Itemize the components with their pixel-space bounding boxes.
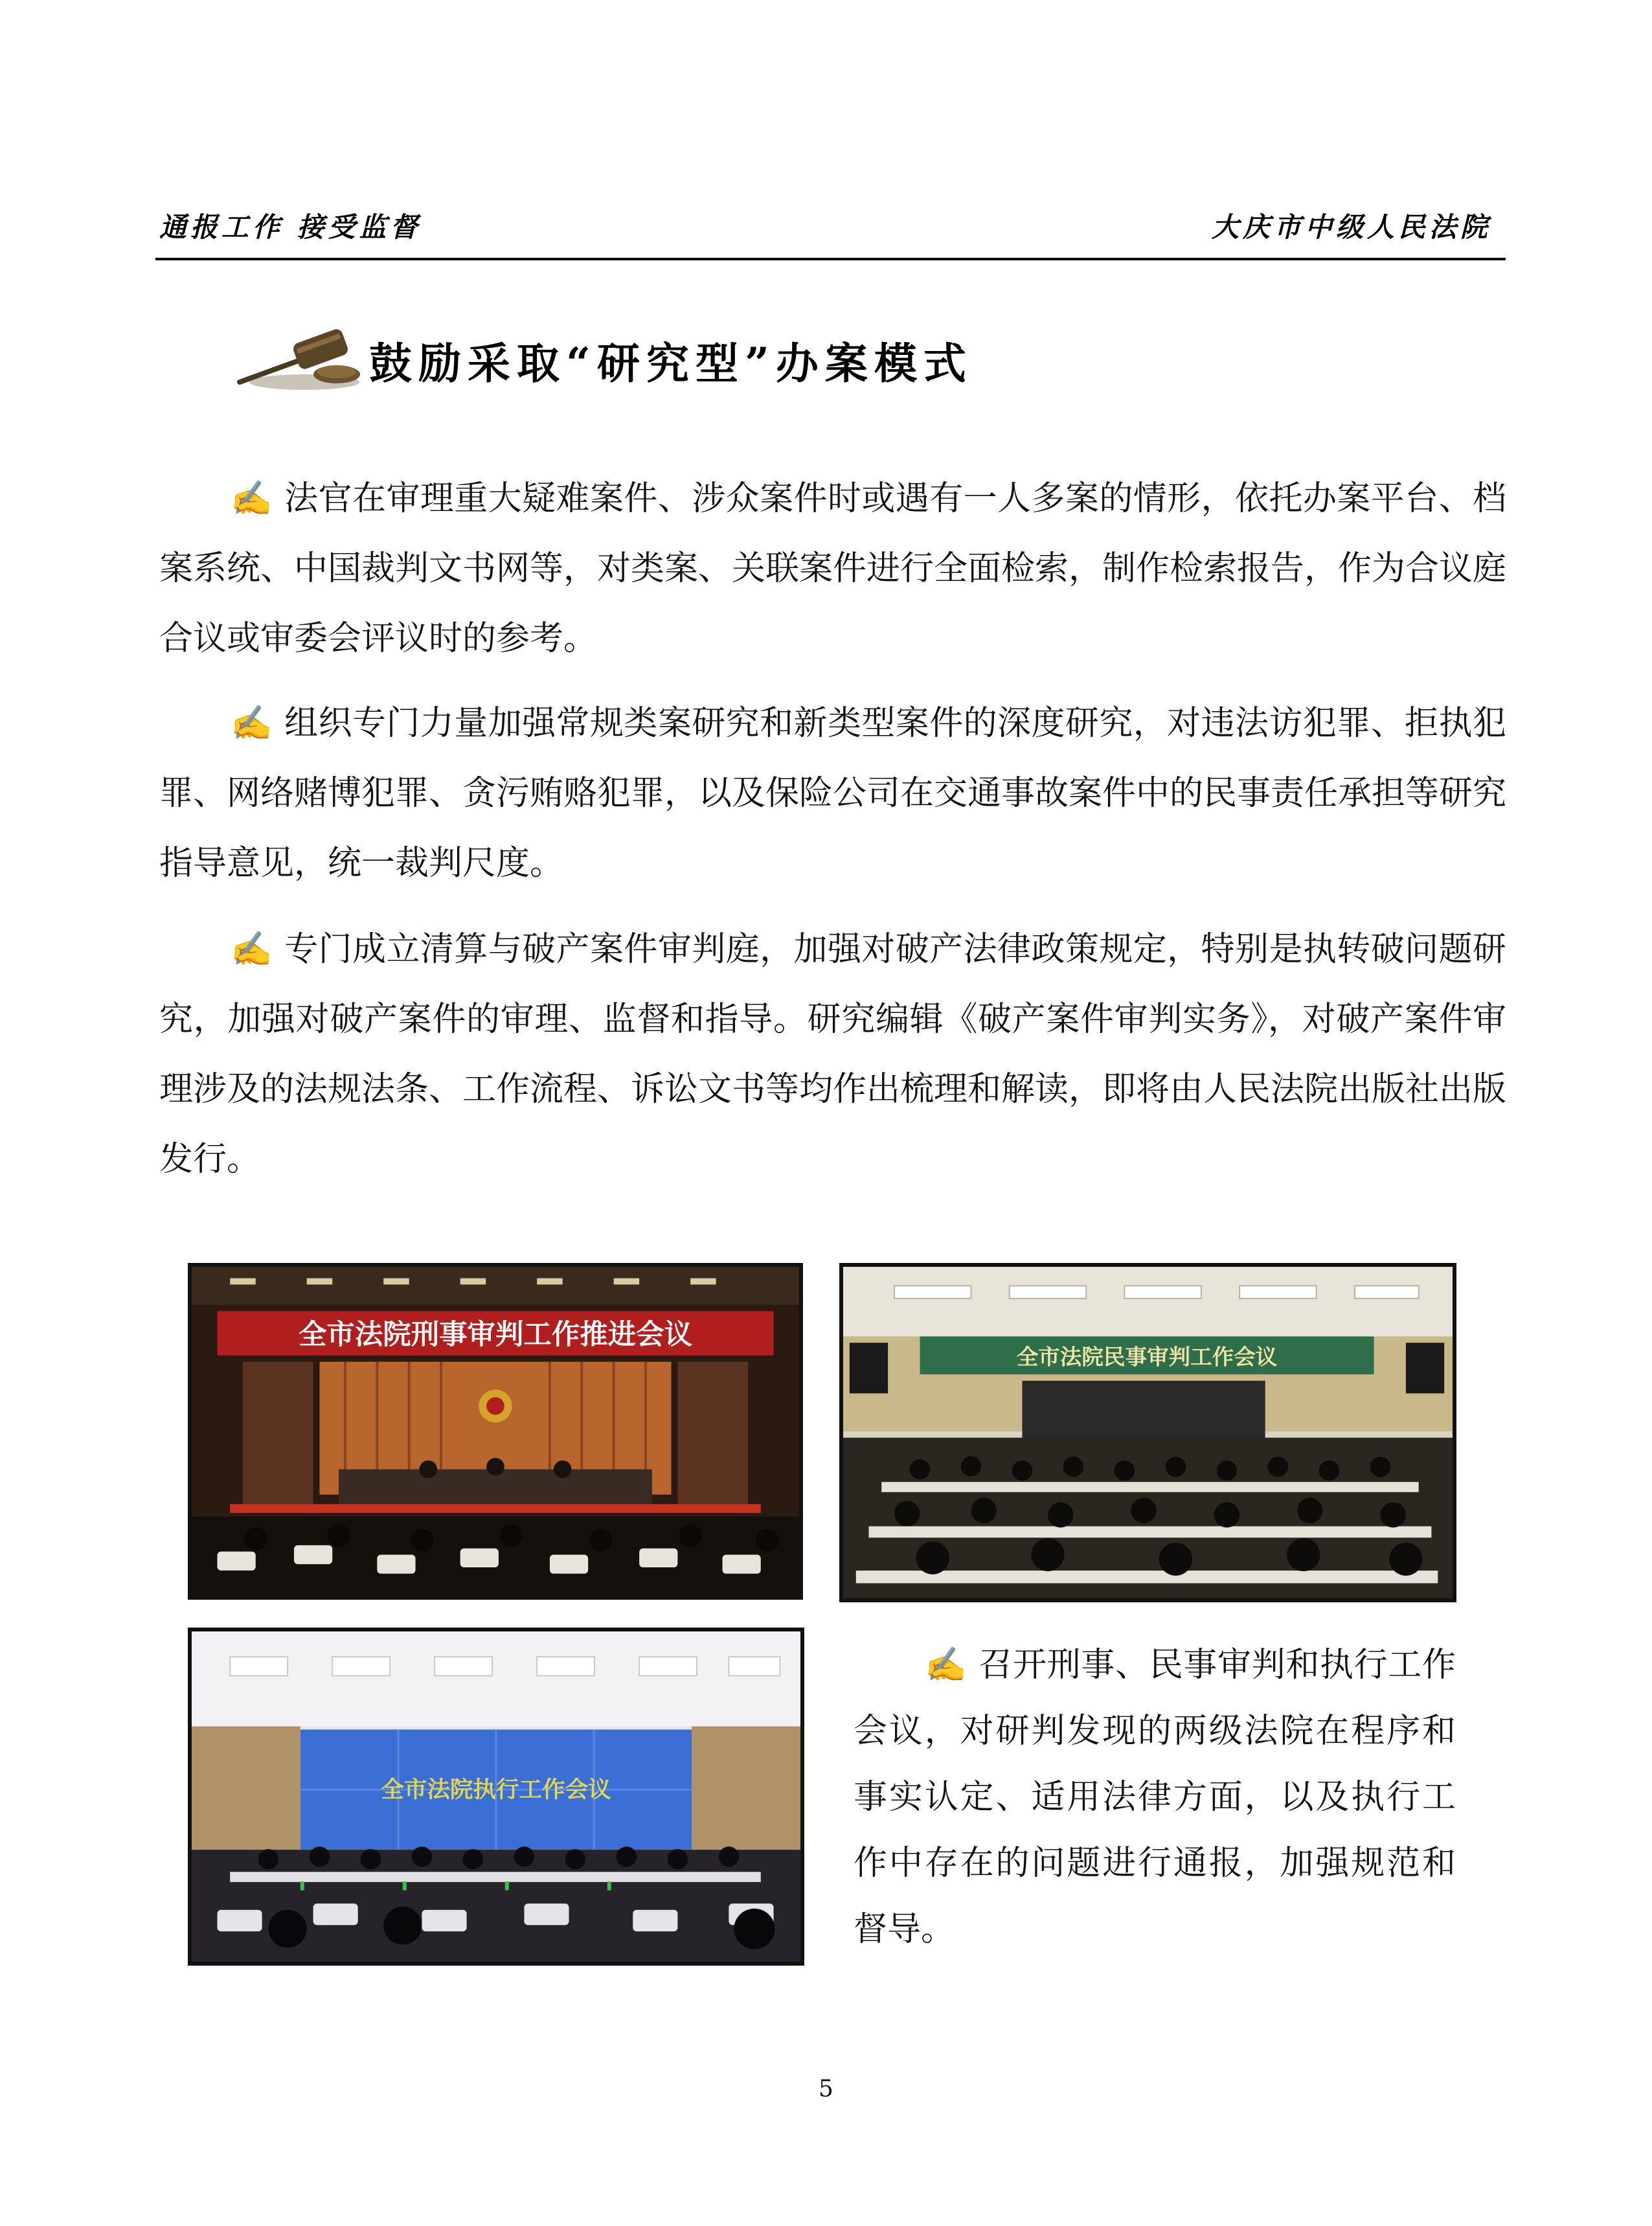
- section-title: 鼓励采取“研究型”办案模式: [369, 338, 973, 389]
- paragraph-2: [159, 688, 1506, 898]
- gavel-icon: [233, 317, 363, 395]
- paragraph-1-text: 法官在审理重大疑难案件、涉众案件时或遇有一人多案的情形，依托办案平台、档案系统、中国裁判文书网等，对类案、关联案件进行全面检索，制作检索报告，作为合议庭合议或审委会评议时的参考。: [159, 479, 1507, 658]
- pen-icon: ✍: [231, 704, 273, 743]
- pen-icon: ✍: [231, 479, 273, 518]
- paragraph-2-text: 组织专门力量加强常规类案研究和新类型案件的深度研究，对违法访犯罪、拒执犯罪、网络赌博犯罪、贪污贿赂犯罪，以及保险公司在交通事故案件中的民事责任承担等研究指导意见，统一裁判尺度。: [159, 704, 1507, 883]
- pen-icon: ✍: [231, 930, 273, 969]
- photo3-banner: 全市法院执行工作会议: [381, 1777, 611, 1803]
- paragraph-3: [159, 914, 1506, 1194]
- header-right-org: 大庆市中级人民法院: [1211, 211, 1491, 243]
- section-heading: [233, 317, 1334, 402]
- side-paragraph-text: 召开刑事、民事审判和执行工作会议，对研判发现的两级法院在程序和事实认定、适用法律方面，以及执行工作中存在的问题进行通报，加强规范和督导。: [854, 1646, 1456, 1949]
- paragraph-1: [159, 464, 1506, 674]
- side-paragraph: [854, 1632, 1456, 1962]
- photo-criminal-meeting: [188, 1263, 803, 1600]
- pen-icon: ✍: [925, 1646, 967, 1685]
- header-divider: [155, 258, 1506, 260]
- photo-civil-meeting: [839, 1263, 1456, 1602]
- page-number: 5: [819, 2076, 833, 2102]
- header-left-slogan: 通报工作 接受监督: [159, 211, 422, 243]
- photo-execution-meeting: [188, 1628, 804, 1966]
- paragraph-3-text: 专门成立清算与破产案件审判庭，加强对破产法律政策规定，特别是执转破问题研究，加强对破产案件的审理、监督和指导。研究编辑《破产案件审判实务》，对破产案件审理涉及的法规法条、工作流程、诉讼文书等均作出梳理和解读，即将由人民法院出版社出版发行。: [159, 930, 1507, 1179]
- photo2-banner: 全市法院民事审判工作会议: [1016, 1344, 1278, 1370]
- photo1-banner: 全市法院刑事审判工作推进会议: [298, 1318, 693, 1352]
